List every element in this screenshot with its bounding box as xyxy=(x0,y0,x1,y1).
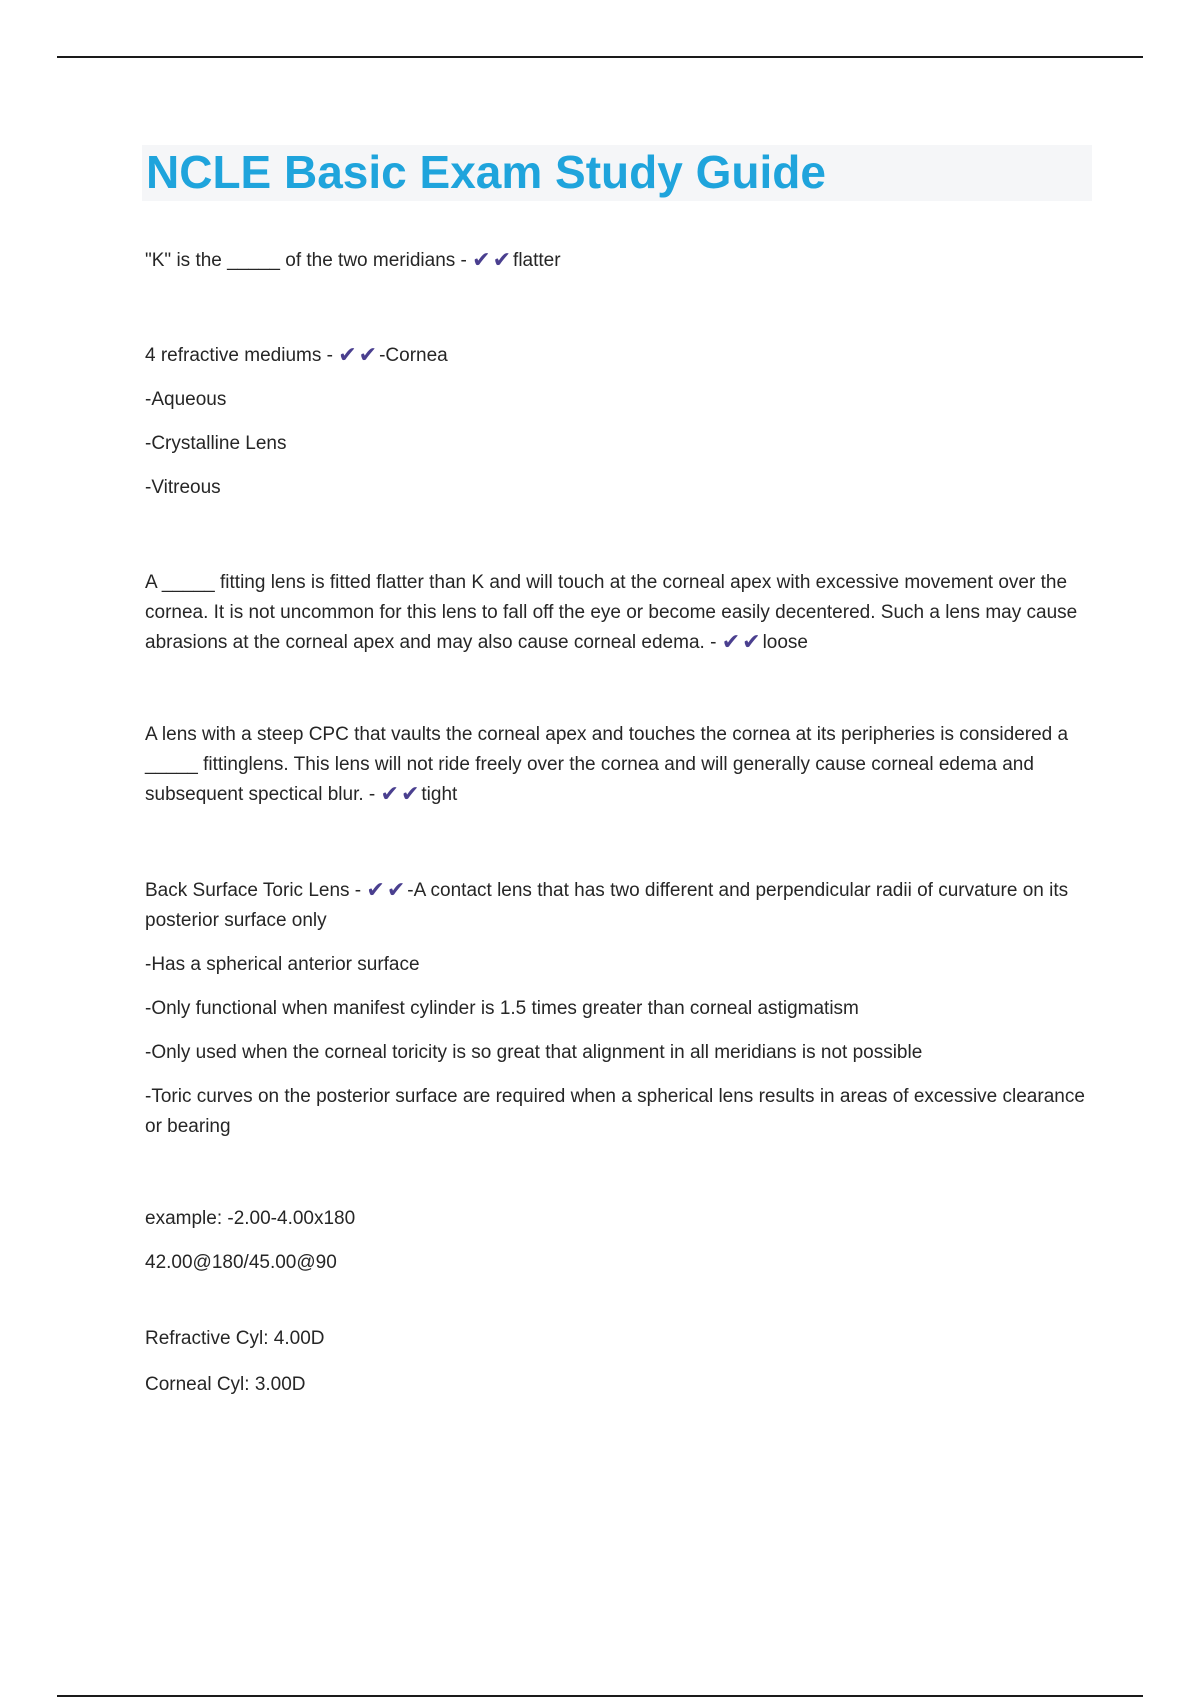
answer-text: tight xyxy=(421,784,458,805)
answer-text: -A contact lens that has two different and perpendicular radii of curvature on its posterior surface only xyxy=(145,880,1069,931)
check-icon: ✔ xyxy=(338,342,357,367)
answer-line: -Aqueous xyxy=(145,389,227,410)
answer-text: flatter xyxy=(513,250,561,271)
qa-item-refractive-mediums xyxy=(145,341,1085,503)
page-title: NCLE Basic Exam Study Guide xyxy=(146,146,826,198)
top-rule xyxy=(57,56,1143,58)
answer-line: -Only functional when manifest cylinder is 1.5 times greater than corneal astigmatism xyxy=(145,998,859,1019)
cyl-line: Corneal Cyl: 3.00D xyxy=(145,1374,306,1395)
answer-line: -Vitreous xyxy=(145,477,221,498)
check-icon: ✔ xyxy=(742,629,761,654)
check-icon: ✔ xyxy=(400,781,420,806)
check-icon: ✔ xyxy=(721,629,741,654)
answer-line: -Crystalline Lens xyxy=(145,433,287,454)
answer-line: -Toric curves on the posterior surface are required when a spherical lens results in areas of excessive clearance or bearing xyxy=(145,1086,1085,1137)
check-icon: ✔ xyxy=(358,342,378,367)
question-text: A lens with a steep CPC that vaults the corneal apex and touches the cornea at its peripheries is considered a _____ fittinglens. This lens will not ride freely over the cornea and will generally cause corneal edema and subsequent spectical blur. - xyxy=(145,724,1069,805)
check-icon: ✔ xyxy=(380,781,399,806)
question-text: Back Surface Toric Lens - xyxy=(145,880,362,901)
question-text: 4 refractive mediums - xyxy=(145,345,333,366)
answer-text: -Cornea xyxy=(379,345,448,366)
qa-line xyxy=(145,720,1085,810)
qa-line xyxy=(145,341,1085,371)
qa-line xyxy=(145,568,1085,658)
answer-line: -Only used when the corneal toricity is so great that alignment in all meridians is not possible xyxy=(145,1042,923,1063)
qa-item-back-surface-toric xyxy=(145,876,1085,1400)
example-line: example: -2.00-4.00x180 xyxy=(145,1208,356,1229)
answer-line: -Has a spherical anterior surface xyxy=(145,954,420,975)
check-icon: ✔ xyxy=(366,877,385,902)
check-icon: ✔ xyxy=(472,247,491,272)
answer-text: loose xyxy=(762,632,808,653)
qa-line xyxy=(145,876,1085,936)
check-icon: ✔ xyxy=(386,877,406,902)
bottom-rule xyxy=(57,1695,1143,1697)
question-text: A _____ fitting lens is fitted flatter than K and will touch at the corneal apex with excessive movement over the cornea. It is not uncommon for this lens to fall off the eye or become easily decentered. Such a lens may cause abrasions at the corneal apex and may also cause corneal edema. - xyxy=(145,572,1078,653)
example-line: 42.00@180/45.00@90 xyxy=(145,1252,337,1273)
check-icon: ✔ xyxy=(492,247,512,272)
qa-item-loose-lens xyxy=(145,568,1085,658)
qa-item-k-meridians xyxy=(145,246,1085,276)
qa-line xyxy=(145,246,1085,276)
question-text: "K" is the _____ of the two meridians - xyxy=(145,250,467,271)
qa-item-tight-lens xyxy=(145,720,1085,810)
cyl-line: Refractive Cyl: 4.00D xyxy=(145,1328,325,1349)
